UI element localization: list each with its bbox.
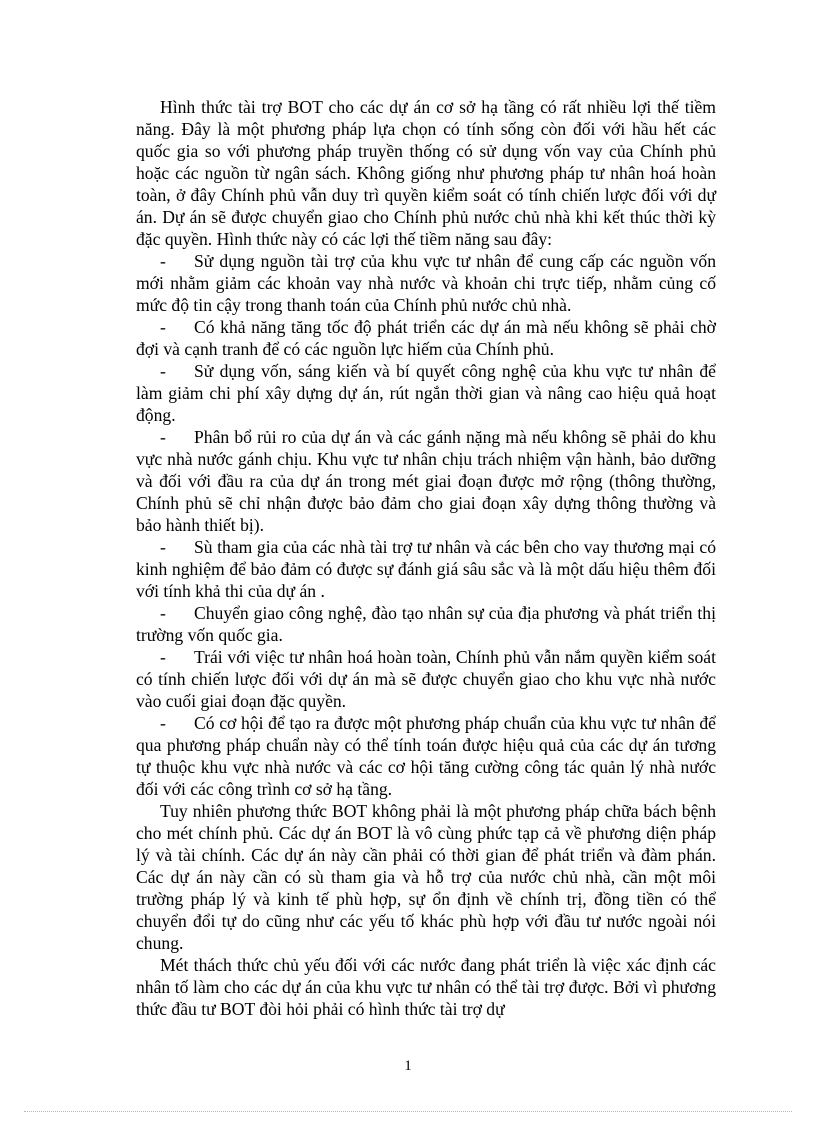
- list-item: [136, 712, 716, 800]
- bullet-dash: -: [160, 537, 166, 557]
- page-number: 1: [404, 1058, 412, 1074]
- list-item-text: Sù tham gia của các nhà tài trợ tư nhân và các bên cho vay thương mại có kinh nghiệm để bảo đảm có được sự đánh giá sâu sắc và là một dấu hiệu thêm đối với tính khả thi của dự án .: [136, 537, 716, 601]
- bullet-dash: -: [160, 647, 166, 667]
- list-item-text: Sử dụng nguồn tài trợ của khu vực tư nhân để cung cấp các nguồn vốn mới nhằm giảm các khoản vay nhà nước và khoản chi trực tiếp, nhằm củng cố mức độ tin cậy trong thanh toán của Chính phủ nước chủ nhà.: [136, 251, 716, 315]
- intro-paragraph: Hình thức tài trợ BOT cho các dự án cơ sở hạ tầng có rất nhiều lợi thế tiềm năng. Đây là một phương pháp lựa chọn có tính sống còn đối với hầu hết các quốc gia so với phương pháp truyền thống có sử dụng vốn vay của Chính phủ hoặc các nguồn từ ngân sách. Không giống như phương pháp tư nhân hoá hoàn toàn, ở đây Chính phủ vẫn duy trì quyền kiểm soát có tính chiến lược đối với dự án. Dự án sẽ được chuyển giao cho Chính phủ nước chủ nhà khi kết thúc thời kỳ đặc quyền. Hình thức này có các lợi thế tiềm năng sau đây:: [136, 97, 716, 249]
- body-paragraph: Mét thách thức chủ yếu đối với các nước đang phát triển là việc xác định các nhân tố làm cho các dự án của khu vực tư nhân có thể tài trợ được. Bởi vì phương thức đầu tư BOT đòi hỏi phải có hình thức tài trợ dự: [136, 955, 716, 1019]
- list-item: [136, 536, 716, 602]
- list-item-text: Chuyển giao công nghệ, đào tạo nhân sự của địa phương và phát triển thị trường vốn quốc gia.: [136, 603, 716, 645]
- list-item: [136, 250, 716, 316]
- bullet-dash: -: [160, 603, 166, 623]
- list-item-text: Trái với việc tư nhân hoá hoàn toàn, Chính phủ vẫn nắm quyền kiểm soát có tính chiến lược đối với dự án mà sẽ được chuyển giao cho khu vực nhà nước vào cuối giai đoạn đặc quyền.: [136, 647, 716, 711]
- list-item: [136, 426, 716, 536]
- list-item-text: Có khả năng tăng tốc độ phát triển các dự án mà nếu không sẽ phải chờ đợi và cạnh tranh để có các nguồn lực hiếm của Chính phủ.: [136, 317, 716, 359]
- bullet-dash: -: [160, 317, 166, 337]
- body-paragraph: Tuy nhiên phương thức BOT không phải là một phương pháp chữa bách bệnh cho mét chính phủ. Các dự án BOT là vô cùng phức tạp cả về phương diện pháp lý và tài chính. Các dự án này cần phải có thời gian để phát triển và đàm phán. Các dự án này cần có sù tham gia và hỗ trợ của nước chủ nhà, cần một môi trường pháp lý và kinh tế phù hợp, sự ổn định về chính trị, đồng tiền có thể chuyển đổi tự do cũng như các yếu tố khác phù hợp với đầu tư nước ngoài nói chung.: [136, 801, 716, 953]
- bullet-dash: -: [160, 427, 166, 447]
- list-item: [136, 602, 716, 646]
- list-item-text: Có cơ hội để tạo ra được một phương pháp chuẩn của khu vực tư nhân để qua phương pháp chuẩn này có thể tính toán được hiệu quả của các dự án tương tự thuộc khu vực nhà nước và các cơ hội tăng cường công tác quản lý nhà nước đối với các công trình cơ sở hạ tầng.: [136, 713, 716, 799]
- list-item-text: Phân bổ rủi ro của dự án và các gánh nặng mà nếu không sẽ phải do khu vực nhà nước gánh chịu. Khu vực tư nhân chịu trách nhiệm vận hành, bảo dưỡng và đối với đầu ra của dự án trong mét giai đoạn được mở rộng (thông thường, Chính phủ sẽ chỉ nhận được bảo đảm cho giai đoạn xây dựng thông thường và bảo hành thiết bị).: [136, 427, 716, 535]
- document-body: [136, 96, 716, 1020]
- list-item: [136, 316, 716, 360]
- page-bottom-border: [24, 1111, 792, 1112]
- list-item-text: Sử dụng vốn, sáng kiến và bí quyết công nghệ của khu vực tư nhân để làm giảm chi phí xây dựng dự án, rút ngắn thời gian và nâng cao hiệu quả hoạt động.: [136, 361, 716, 425]
- list-item: [136, 360, 716, 426]
- list-item: [136, 646, 716, 712]
- bullet-dash: -: [160, 251, 166, 271]
- bullet-dash: -: [160, 361, 166, 381]
- bullet-dash: -: [160, 713, 166, 733]
